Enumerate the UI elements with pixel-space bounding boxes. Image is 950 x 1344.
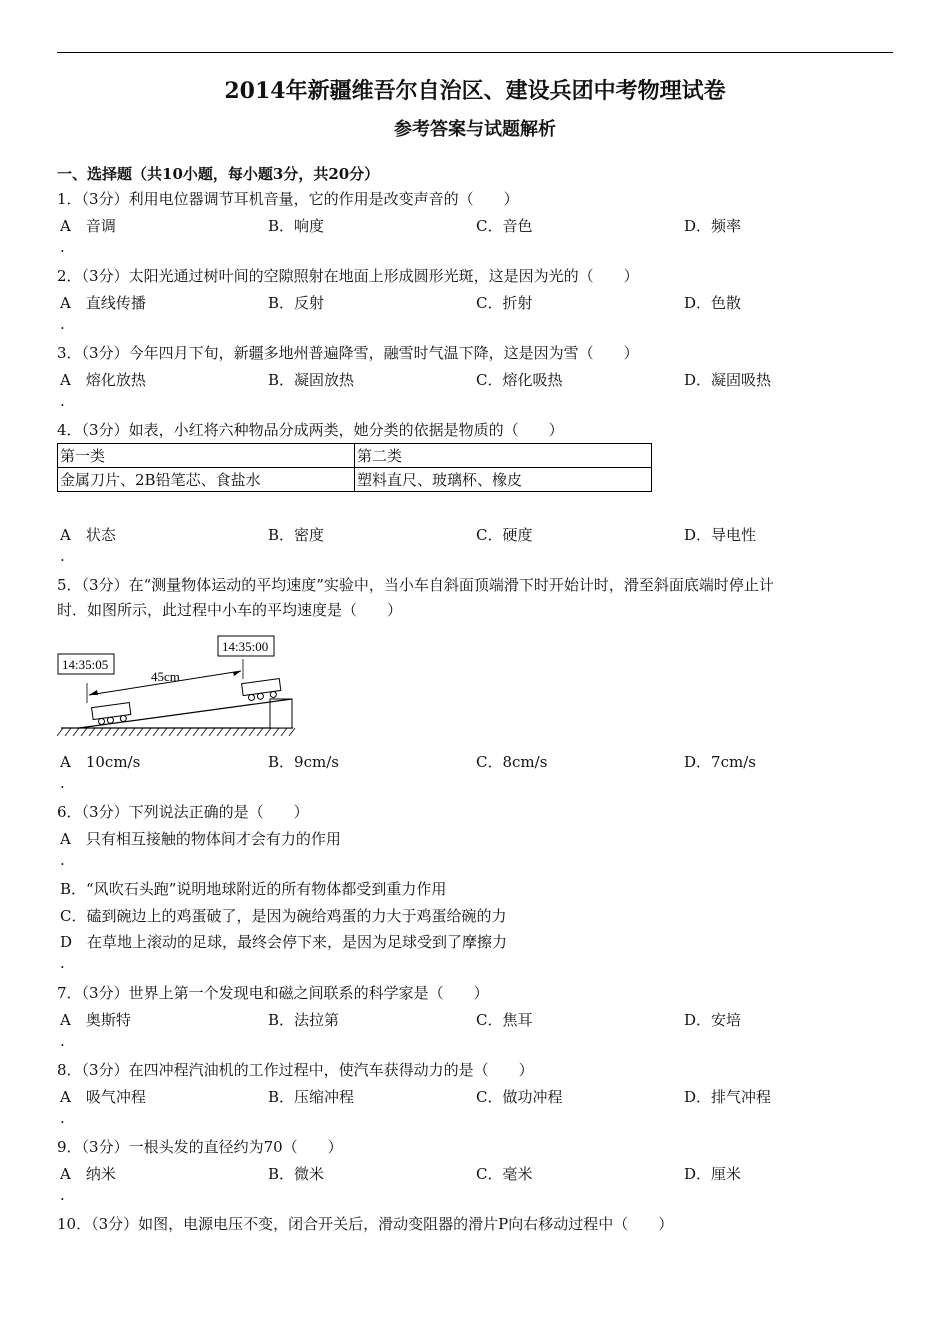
option-c: C．8cm/s [476, 753, 548, 771]
option-b: B．反射 [268, 294, 325, 312]
question-stem: 2．（3分）太阳光通过树叶间的空隙照射在地面上形成圆形光斑，这是因为光的（ ） [57, 267, 639, 285]
option-d: D．色散 [684, 294, 742, 312]
cart-top [242, 679, 282, 702]
option-a: A 10cm/s [60, 753, 141, 771]
option-c: C．磕到碗边上的鸡蛋破了，是因为碗给鸡蛋的力大于鸡蛋给碗的力 [60, 907, 507, 925]
dot: . [60, 238, 65, 256]
option-b: B．压缩冲程 [268, 1088, 355, 1106]
classification-table [57, 443, 652, 492]
option-b: B．法拉第 [268, 1011, 340, 1029]
support-block [270, 699, 292, 728]
incline-figure [57, 633, 297, 743]
option-d: D．厘米 [684, 1165, 742, 1183]
option-c: C．音色 [476, 217, 533, 235]
option-b: B．“风吹石头跑”说明地球附近的所有物体都受到重力作用 [60, 880, 447, 898]
clock-end-label: 14:35:00 [222, 639, 269, 654]
option-c: C．焦耳 [476, 1011, 533, 1029]
option-d: D．凝固吸热 [684, 371, 772, 389]
dot: . [60, 315, 65, 333]
option-d: D．排气冲程 [684, 1088, 772, 1106]
table-header-cell: 第一类 [58, 444, 355, 468]
table-cell: 塑料直尺、玻璃杯、橡皮 [355, 468, 652, 492]
dot: . [60, 1109, 65, 1127]
option-b: B．9cm/s [268, 753, 339, 771]
option-a: A 奥斯特 [60, 1011, 131, 1029]
question-stem: 1．（3分）利用电位器调节耳机音量，它的作用是改变声音的（ ） [57, 190, 519, 208]
page-title: 2014年新疆维吾尔自治区、建设兵团中考物理试卷 [224, 78, 726, 104]
option-d: D 在草地上滚动的足球，最终会停下来，是因为足球受到了摩擦力 [60, 933, 508, 951]
question-stem: 3．（3分）今年四月下旬，新疆多地州普遍降雪，融雪时气温下降，这是因为雪（ ） [57, 344, 639, 362]
dot: . [60, 547, 65, 565]
question-stem-cont: 时．如图所示，此过程中小车的平均速度是（ ） [57, 601, 403, 619]
question-stem: 10．（3分）如图，电源电压不变，闭合开关后，滑动变阻器的滑片P向右移动过程中（ ） [57, 1215, 674, 1233]
option-b: B．响度 [268, 217, 325, 235]
option-c: C．熔化吸热 [476, 371, 563, 389]
option-d: D．频率 [684, 217, 742, 235]
option-a: A 直线传播 [60, 294, 146, 312]
question-stem: 4．（3分）如表，小红将六种物品分成两类，她分类的依据是物质的（ ） [57, 421, 564, 439]
option-b: B．凝固放热 [268, 371, 355, 389]
top-rule [57, 52, 893, 53]
question-stem: 8．（3分）在四冲程汽油机的工作过程中，使汽车获得动力的是（ ） [57, 1061, 534, 1079]
table-cell: 金属刀片、2B铅笔芯、食盐水 [58, 468, 355, 492]
option-c: C．毫米 [476, 1165, 533, 1183]
option-a: A 吸气冲程 [60, 1088, 146, 1106]
dot: . [60, 954, 65, 972]
option-c: C．折射 [476, 294, 533, 312]
dot: . [60, 1032, 65, 1050]
option-d: D．7cm/s [684, 753, 756, 771]
option-a: A 纳米 [60, 1165, 116, 1183]
table-header-cell: 第二类 [355, 444, 652, 468]
option-c: C．做功冲程 [476, 1088, 563, 1106]
option-c: C．硬度 [476, 526, 533, 544]
ground-hatch [57, 728, 295, 736]
option-b: B．微米 [268, 1165, 325, 1183]
question-stem: 7．（3分）世界上第一个发现电和磁之间联系的科学家是（ ） [57, 984, 489, 1002]
section-heading: 一、选择题（共10小题，每小题3分，共20分） [57, 165, 380, 183]
option-d: D．导电性 [684, 526, 757, 544]
dot: . [60, 392, 65, 410]
dot: . [60, 1186, 65, 1204]
dot: . [60, 774, 65, 792]
question-stem: 9．（3分）一根头发的直径约为70（ ） [57, 1138, 343, 1156]
dot: . [60, 851, 65, 869]
page-subtitle: 参考答案与试题解析 [394, 119, 556, 140]
option-a: A 只有相互接触的物体间才会有力的作用 [60, 830, 341, 848]
option-d: D．安培 [684, 1011, 742, 1029]
question-stem: 6．（3分）下列说法正确的是（ ） [57, 803, 309, 821]
option-a: A 音调 [60, 217, 116, 235]
option-a: A 状态 [60, 526, 116, 544]
distance-label: 45cm [151, 669, 180, 684]
question-stem: 5．（3分）在“测量物体运动的平均速度”实验中，当小车自斜面顶端滑下时开始计时，滑至斜面底端时停止计 [57, 576, 774, 594]
arrow-head-left [89, 690, 98, 695]
clock-start-label: 14:35:05 [62, 657, 109, 672]
option-a: A 熔化放热 [60, 371, 146, 389]
option-b: B．密度 [268, 526, 325, 544]
